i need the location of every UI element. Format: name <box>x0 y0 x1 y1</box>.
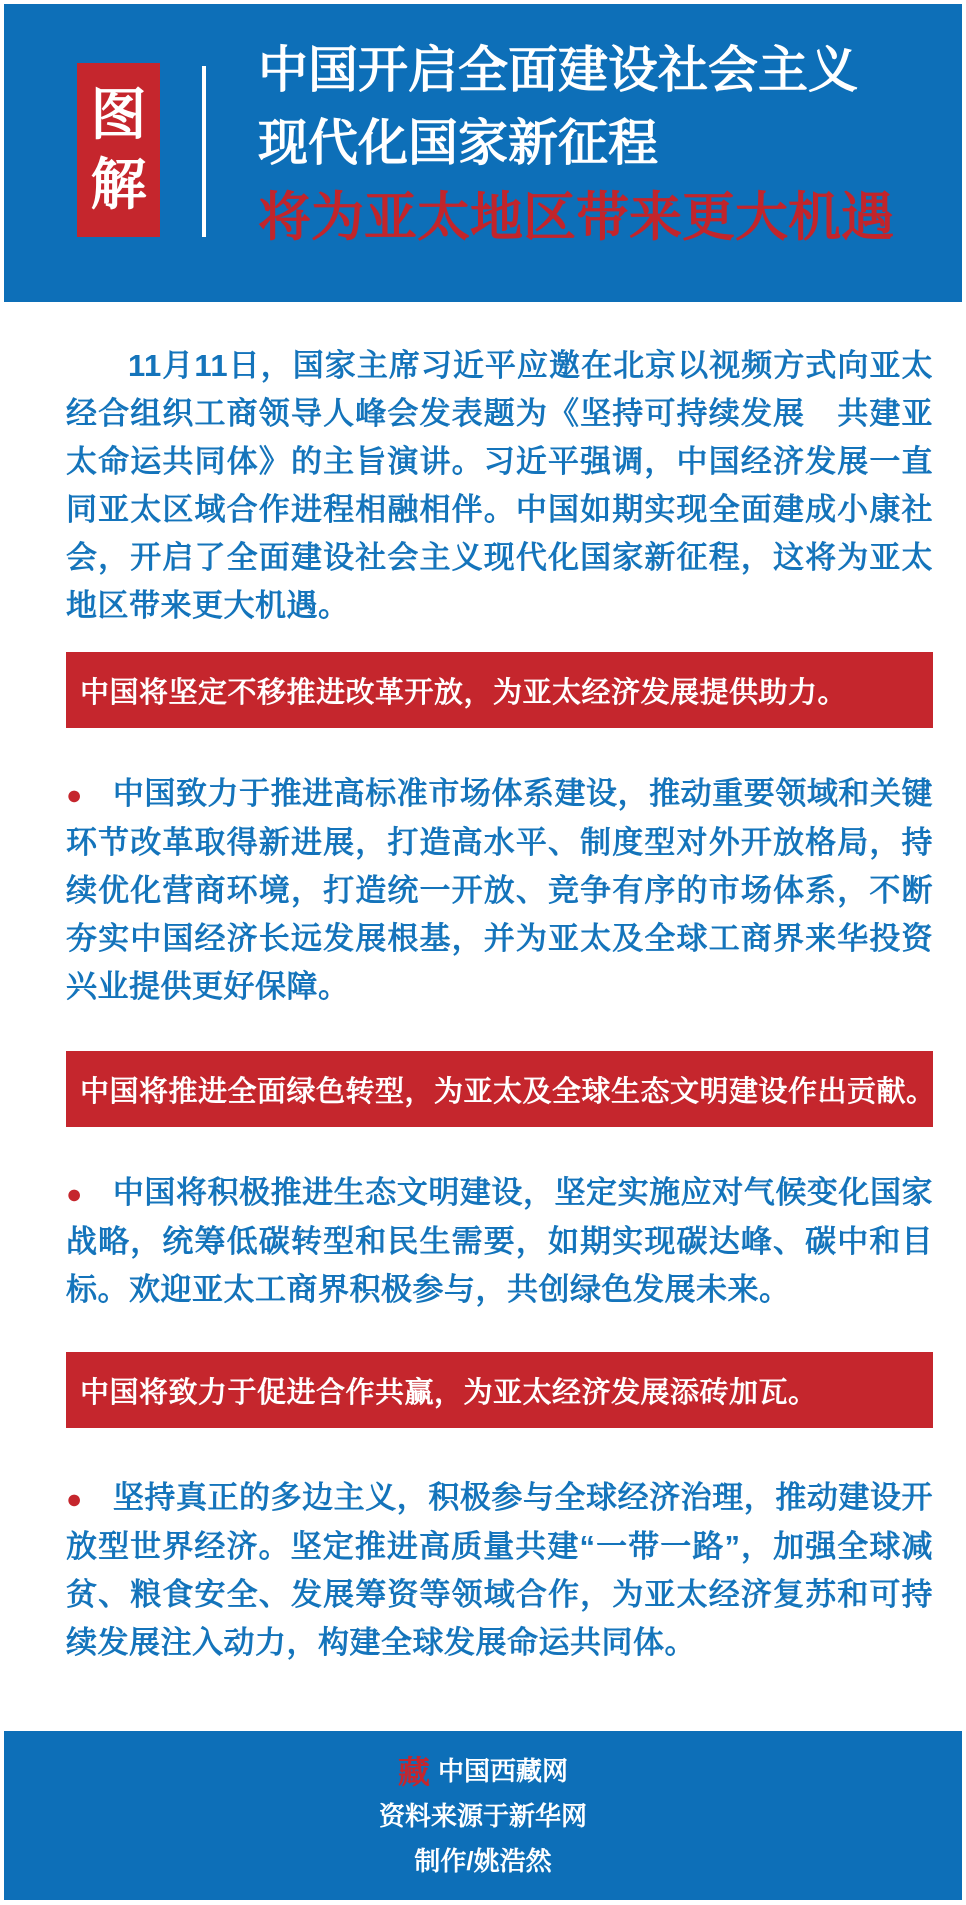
section-paragraph-3-text: 坚持真正的多边主义，积极参与全球经济治理，推动建设开放型世界经济。坚定推进高质量共建“一带一路”，加强全球减贫、粮食安全、发展筹资等领域合作，为亚太经济复苏和可持续发展注入动力，构建全球发展命运共同体。 <box>66 1480 933 1660</box>
section-paragraph-3 <box>66 1474 933 1667</box>
footer-site-name: 中国西藏网 <box>438 1756 569 1786</box>
page-title-line-1: 中国开启全面建设社会主义 <box>258 42 858 98</box>
section-paragraph-1 <box>66 770 933 1011</box>
vertical-divider <box>202 66 206 237</box>
footer-credit-text: 制作/姚浩然 <box>414 1846 552 1876</box>
section-paragraph-2 <box>66 1169 933 1314</box>
badge-char-1: 图 <box>90 83 147 146</box>
footer-site-row <box>398 1749 568 1794</box>
header-band <box>4 4 962 302</box>
section-banner-3 <box>66 1352 933 1428</box>
section-banner-1 <box>66 652 933 728</box>
section-banner-1-text: 中国将坚定不移推进改革开放，为亚太经济发展提供助力。 <box>80 676 848 709</box>
page-subtitle: 将为亚太地区带来更大机遇 <box>258 188 894 247</box>
section-banner-2-text: 中国将推进全面绿色转型，为亚太及全球生态文明建设作出贡献。 <box>80 1075 936 1108</box>
article-body <box>4 302 962 1667</box>
footer-band <box>4 1731 962 1900</box>
infographic-poster <box>4 4 962 1897</box>
intro-paragraph: 11月11日，国家主席习近平应邀在北京以视频方式向亚太经合组织工商领导人峰会发表题为《坚持可持续发展 共建亚太命运共同体》的主旨演讲。习近平强调，中国经济发展一直同亚太区域合作进程相融相伴。中国如期实现全面建成小康社会，开启了全面建设社会主义现代化国家新征程，这将为亚太地区带来更大机遇。 <box>66 348 933 623</box>
title-block <box>258 42 952 247</box>
section-banner-2 <box>66 1051 936 1127</box>
footer-source-row <box>379 1794 587 1839</box>
bullet-dot-icon: ● <box>66 780 83 810</box>
page-title-line-2: 现代化国家新征程 <box>258 115 658 171</box>
section-banner-3-text: 中国将致力于促进合作共赢，为亚太经济发展添砖加瓦。 <box>80 1376 818 1409</box>
section-paragraph-1-text: 中国致力于推进高标准市场体系建设，推动重要领域和关键环节改革取得新进展，打造高水平、制度型对外开放格局，持续优化营商环境，打造统一开放、竞争有序的市场体系，不断夯实中国经济长远发展根基，并为亚太及全球工商界来华投资兴业提供更好保障。 <box>66 776 933 1004</box>
tibet-net-logo-icon: 藏 <box>397 1753 430 1790</box>
footer-credit-row <box>414 1839 551 1884</box>
bullet-dot-icon: ● <box>66 1179 83 1209</box>
section-paragraph-2-text: 中国将积极推进生态文明建设，坚定实施应对气候变化国家战略，统筹低碳转型和民生需要，如期实现碳达峰、碳中和目标。欢迎亚太工商界积极参与，共创绿色发展未来。 <box>66 1175 933 1307</box>
badge-char-2: 解 <box>90 153 147 216</box>
tujie-badge <box>77 63 160 237</box>
footer-source-text: 资料来源于新华网 <box>378 1801 587 1831</box>
bullet-dot-icon: ● <box>66 1484 83 1514</box>
